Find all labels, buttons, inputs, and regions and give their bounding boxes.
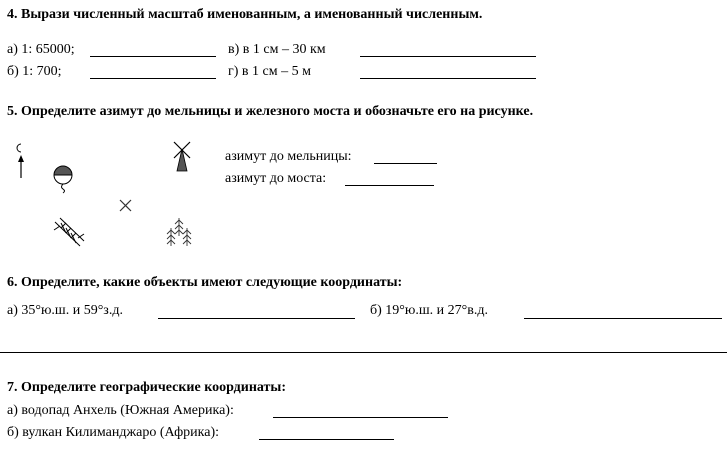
answer-line-6a[interactable] bbox=[158, 318, 355, 319]
mill-azimuth-label: азимут до мельницы: bbox=[225, 149, 352, 164]
coniferous-forest-icon bbox=[163, 214, 195, 250]
answer-line-4a[interactable] bbox=[90, 56, 216, 57]
task6-item-a: а) 35°ю.ш. и 59°з.д. bbox=[7, 303, 123, 318]
answer-line-mill[interactable] bbox=[374, 163, 437, 164]
answer-line-bridge[interactable] bbox=[345, 185, 434, 186]
answer-line-6b[interactable] bbox=[524, 318, 722, 319]
windmill-icon bbox=[170, 141, 194, 173]
mill-icon bbox=[50, 162, 78, 192]
answer-line-7b[interactable] bbox=[259, 439, 394, 440]
answer-line-7a[interactable] bbox=[273, 417, 448, 418]
cross-mark-icon bbox=[119, 199, 133, 213]
task4-item-v: в) в 1 см – 30 км bbox=[228, 42, 326, 57]
north-arrow-icon bbox=[12, 142, 32, 182]
task4-item-g: г) в 1 см – 5 м bbox=[228, 64, 311, 79]
section-divider bbox=[0, 352, 727, 353]
task7-item-a: а) водопад Анхель (Южная Америка): bbox=[7, 403, 234, 418]
task7-item-b: б) вулкан Килиманджаро (Африка): bbox=[7, 425, 220, 440]
task4-title: 4. Вырази численный масштаб именованным, а именованный численным. bbox=[7, 7, 483, 22]
task4-item-a: а) 1: 65000; bbox=[7, 42, 75, 57]
task6-title: 6. Определите, какие объекты имеют следующие координаты: bbox=[7, 275, 403, 290]
answer-line-4v[interactable] bbox=[360, 56, 536, 57]
task5-title: 5. Определите азимут до мельницы и железного моста и обозначьте его на рисунке. bbox=[7, 104, 534, 119]
task7-title: 7. Определите географические координаты: bbox=[7, 380, 287, 395]
answer-line-4b[interactable] bbox=[90, 78, 216, 79]
railway-bridge-icon bbox=[52, 216, 86, 250]
task4-item-b: б) 1: 700; bbox=[7, 64, 62, 79]
answer-line-4g[interactable] bbox=[360, 78, 536, 79]
task6-item-b: б) 19°ю.ш. и 27°в.д. bbox=[370, 303, 488, 318]
bridge-azimuth-label: азимут до моста: bbox=[225, 171, 327, 186]
